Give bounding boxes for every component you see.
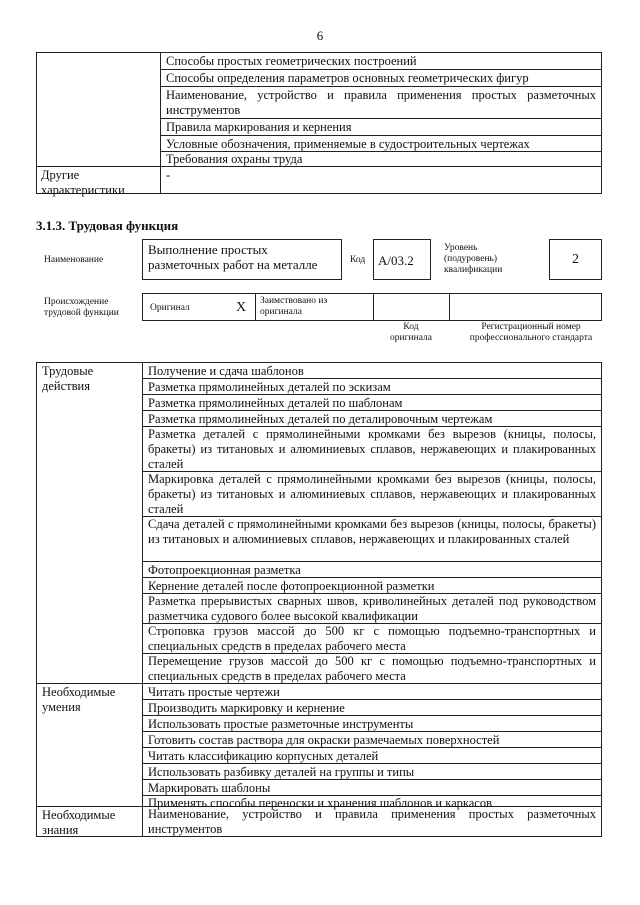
code-original-caption: Код оригинала [390,322,432,343]
action-item: Фотопроекционная разметка [148,563,301,577]
action-item: Строповка грузов массой до 500 кг с помощью подъемно-транспортных и специальных средств в пределах рабочего места [148,624,596,653]
top-table-row: Способы определения параметров основных геометрических фигур [166,71,529,85]
original-mark: X [236,300,247,315]
other-characteristics-label: Другие характеристики [41,168,125,197]
action-item: Перемещение грузов массой до 500 кг с помощью подъемно-транспортных и специальных средств в пределах рабочего места [148,654,596,683]
skills-label: Необходимые умения [42,685,116,714]
level-value: 2 [572,252,579,267]
skill-item: Использовать разбивку деталей на группы и типы [148,765,415,779]
section-title: 3.1.3. Трудовая функция [36,218,179,233]
level-label: Уровень (подуровень) квалификации [444,243,503,275]
action-item: Разметка прямолинейных деталей по эскизам [148,380,391,394]
code-label: Код [350,255,366,265]
action-item: Разметка деталей с прямолинейными кромками без вырезов (кницы, полосы, бракеты) из титановых и алюминиевых сплавов, нержавеющих и плакированных сталей [148,427,596,471]
skill-item: Использовать простые разметочные инструменты [148,717,414,731]
action-item: Разметка прямолинейных деталей по деталировочным чертежам [148,412,493,426]
original-label: Оригинал [150,303,190,313]
page-number: 6 [316,28,324,43]
action-item: Разметка прямолинейных деталей по шаблонам [148,396,403,410]
action-item: Получение и сдача шаблонов [148,364,304,378]
actions-label: Трудовые действия [42,364,94,393]
top-table-row: Способы простых геометрических построений [166,54,417,68]
skill-item: Готовить состав раствора для окраски размечаемых поверхностей [148,733,500,747]
top-table-row: Требования охраны труда [166,152,303,166]
borrowed-label: Заимствовано из оригинала [260,296,328,317]
skill-item: Применять способы переноски и хранения шаблонов и каркасов [148,796,493,810]
knowledge-item: Наименование, устройство и правила применения простых разметочных инструментов [148,807,596,836]
function-code: А/03.2 [378,253,414,268]
top-table-row: Наименование, устройство и правила применения простых разметочных инструментов [166,88,596,117]
function-name: Выполнение простых разметочных работ на металле [148,242,318,272]
action-item: Кернение деталей после фотопроекционной разметки [148,579,435,593]
action-item: Разметка прерывистых сварных швов, криволинейных деталей под руководством разметчика судового более высокой квалификации [148,594,596,623]
action-item: Маркировка деталей с прямолинейными кромками без вырезов (кницы, полосы, бракеты) из титановых и алюминиевых сплавов, нержавеющих и плакированных сталей [148,472,596,516]
reg-number-caption: Регистрационный номер профессионального стандарта [469,322,593,343]
top-table-row: Условные обозначения, применяемые в судостроительных чертежах [166,137,530,151]
skill-item: Читать классификацию корпусных деталей [148,749,379,763]
knowledge-label: Необходимые знания [42,808,116,837]
action-item: Сдача деталей с прямолинейными кромками без вырезов (кницы, полосы, бракеты) из титановых и алюминиевых сплавов, нержавеющих и плакированных сталей [148,517,596,546]
other-characteristics-value: - [166,168,171,182]
name-label: Наименование [44,255,104,265]
skill-item: Читать простые чертежи [148,685,280,699]
skill-item: Производить маркировку и кернение [148,701,345,715]
top-table-row: Правила маркирования и кернения [166,120,352,134]
origin-label: Происхождение трудовой функции [44,297,119,318]
skill-item: Маркировать шаблоны [148,781,271,795]
